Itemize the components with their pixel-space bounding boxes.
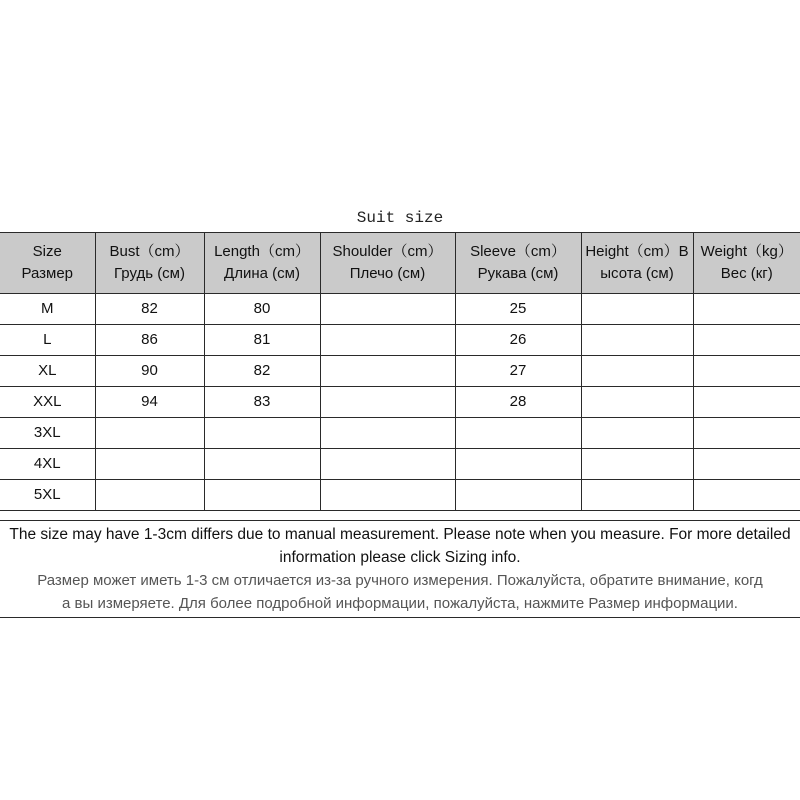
height-cell (581, 480, 693, 511)
length-cell: 81 (204, 325, 320, 356)
header-label-ru: Плечо (см) (349, 265, 426, 282)
header-label-ru: ысота (см) (600, 265, 674, 282)
size-cell: 3XL (0, 418, 95, 449)
bust-cell (95, 480, 204, 511)
header-sleeve (455, 233, 581, 294)
header-label-ru: Вес (кг) (720, 265, 773, 282)
sleeve-cell: 28 (455, 387, 581, 418)
header-row (0, 233, 800, 294)
header-label-ru: Рукава (см) (477, 265, 559, 282)
table-row (0, 418, 800, 449)
header-label-en: Size (32, 243, 62, 260)
header-label-en: Sleeve（cm） (470, 243, 566, 260)
weight-cell (693, 294, 800, 325)
bust-cell: 86 (95, 325, 204, 356)
table-row (0, 325, 800, 356)
weight-cell (693, 387, 800, 418)
length-cell: 82 (204, 356, 320, 387)
shoulder-cell (320, 480, 455, 511)
table-row (0, 356, 800, 387)
measurement-note (0, 520, 800, 618)
height-cell (581, 356, 693, 387)
header-label-ru: Размер (21, 265, 74, 282)
shoulder-cell (320, 449, 455, 480)
height-cell (581, 449, 693, 480)
length-cell (204, 449, 320, 480)
height-cell (581, 325, 693, 356)
size-cell: 4XL (0, 449, 95, 480)
bust-cell: 94 (95, 387, 204, 418)
shoulder-cell (320, 387, 455, 418)
note-russian-line-1: Размер может иметь 1-3 см отличается из-за ручного измерения. Пожалуйста, обратите внимание, когд (37, 572, 763, 589)
shoulder-cell (320, 418, 455, 449)
shoulder-cell (320, 356, 455, 387)
sleeve-cell: 27 (455, 356, 581, 387)
header-size (0, 233, 95, 294)
sleeve-cell (455, 449, 581, 480)
length-cell: 80 (204, 294, 320, 325)
table-row (0, 449, 800, 480)
size-cell: 5XL (0, 480, 95, 511)
size-cell: XL (0, 356, 95, 387)
bust-cell: 82 (95, 294, 204, 325)
table-row (0, 294, 800, 325)
length-cell (204, 418, 320, 449)
header-label-en: Shoulder（cm） (332, 243, 443, 260)
sleeve-cell: 26 (455, 325, 581, 356)
header-label-en: Height（cm）В (585, 243, 689, 260)
sleeve-cell (455, 480, 581, 511)
weight-cell (693, 325, 800, 356)
height-cell (581, 418, 693, 449)
size-cell: L (0, 325, 95, 356)
header-height (581, 233, 693, 294)
header-shoulder (320, 233, 455, 294)
weight-cell (693, 480, 800, 511)
note-russian-line-2: а вы измеряете. Для более подробной информации, пожалуйста, нажмите Размер информации. (62, 595, 738, 612)
bust-cell (95, 418, 204, 449)
header-label-ru: Длина (см) (224, 265, 300, 282)
header-label-en: Weight（kg） (700, 243, 793, 260)
weight-cell (693, 449, 800, 480)
table-row (0, 387, 800, 418)
shoulder-cell (320, 325, 455, 356)
header-label-en: Length（cm） (214, 243, 310, 260)
size-cell: M (0, 294, 95, 325)
note-english: The size may have 1-3cm differs due to manual measurement. Please note when you measure. For more detailed information please click Sizing info. (9, 526, 791, 566)
size-cell: XXL (0, 387, 95, 418)
shoulder-cell (320, 294, 455, 325)
height-cell (581, 294, 693, 325)
sleeve-cell (455, 418, 581, 449)
header-length (204, 233, 320, 294)
header-label-ru: Грудь (см) (114, 265, 185, 282)
header-weight (693, 233, 800, 294)
height-cell (581, 387, 693, 418)
header-label-en: Bust（cm） (109, 243, 190, 260)
weight-cell (693, 418, 800, 449)
bust-cell (95, 449, 204, 480)
weight-cell (693, 356, 800, 387)
bust-cell: 90 (95, 356, 204, 387)
header-bust (95, 233, 204, 294)
length-cell: 83 (204, 387, 320, 418)
table-row (0, 480, 800, 511)
length-cell (204, 480, 320, 511)
table-title: Suit size (356, 209, 444, 227)
size-chart-table (0, 232, 800, 511)
sleeve-cell: 25 (455, 294, 581, 325)
